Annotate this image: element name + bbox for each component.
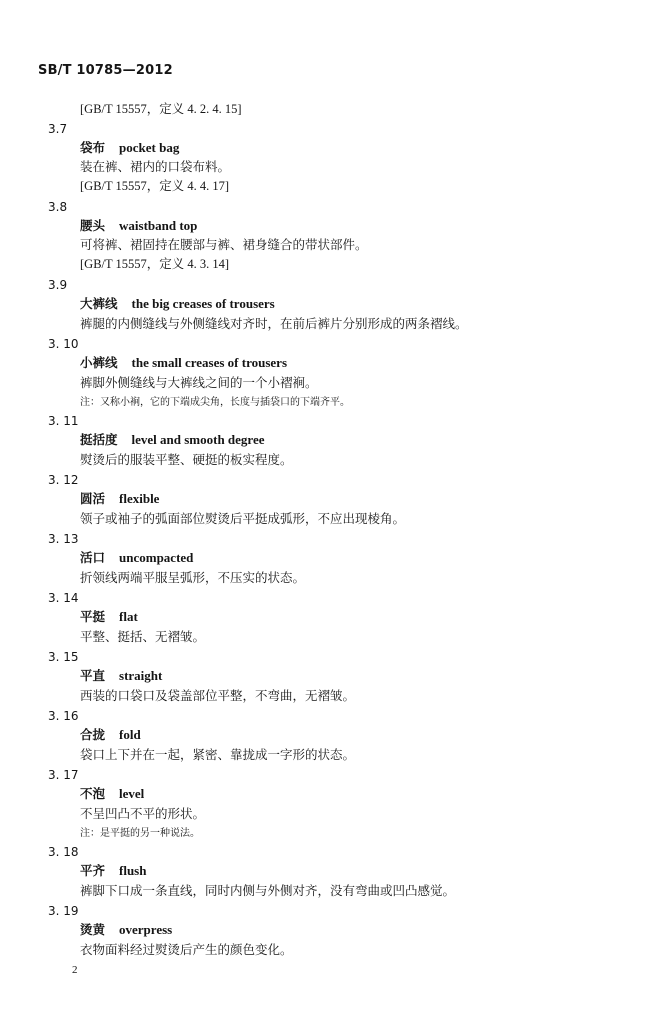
term-definition: 平整、挺括、无褶皱。 <box>80 629 206 644</box>
term-zh: 挺括度 <box>80 432 118 447</box>
term-reference: [GB/T 15557，定义 4. 4. 17] <box>80 179 230 193</box>
term-number: 3. 10 <box>48 337 79 351</box>
term-number: 3.7 <box>48 122 68 136</box>
term-title <box>80 432 265 448</box>
term-zh: 活口 <box>80 550 106 565</box>
term-definition: 可将裤、裙固持在腰部与裤、裙身缝合的带状部件。 <box>80 237 368 252</box>
term-note: 注：又称小裥，它的下端成尖角，长度与插袋口的下端齐平。 <box>80 397 350 408</box>
term-note: 注：是平挺的另一种说法。 <box>80 828 200 839</box>
term-en: waistband top <box>119 218 198 233</box>
term-zh: 合拢 <box>80 727 106 742</box>
term-zh: 大裤线 <box>80 296 118 311</box>
term-definition: 裤腿的内侧缝线与外侧缝线对齐时，在前后裤片分别形成的两条褶线。 <box>80 316 468 331</box>
term-number: 3. 17 <box>48 768 79 782</box>
term-en: uncompacted <box>119 550 194 565</box>
term-number: 3. 14 <box>48 591 79 605</box>
term-number: 3.8 <box>48 200 68 214</box>
term-number: 3. 12 <box>48 473 79 487</box>
term-definition: 装在裤、裙内的口袋布料。 <box>80 159 231 174</box>
term-en: flexible <box>119 491 160 506</box>
term-definition: 熨烫后的服装平整、硬挺的板实程度。 <box>80 452 293 467</box>
term-zh: 烫黄 <box>80 922 106 937</box>
term-number: 3.9 <box>48 278 68 292</box>
term-definition: 西装的口袋口及袋盖部位平整，不弯曲，无褶皱。 <box>80 688 356 703</box>
term-reference: [GB/T 15557，定义 4. 3. 14] <box>80 257 230 271</box>
term-definition: 衣物面料经过熨烫后产生的颜色变化。 <box>80 942 293 957</box>
term-zh: 不泡 <box>80 786 106 801</box>
term-title <box>80 922 172 938</box>
term-en: the big creases of trousers <box>131 296 275 311</box>
term-title <box>80 491 159 507</box>
term-en: overpress <box>119 922 173 937</box>
term-zh: 小裤线 <box>80 355 118 370</box>
term-en: level and smooth degree <box>131 432 265 447</box>
term-title <box>80 609 138 625</box>
term-zh: 平直 <box>80 668 106 683</box>
term-zh: 圆活 <box>80 491 106 506</box>
term-en: flat <box>119 609 138 624</box>
term-number: 3. 19 <box>48 904 79 918</box>
term-definition: 裤脚下口成一条直线，同时内侧与外侧对齐，没有弯曲或凹凸感觉。 <box>80 883 456 898</box>
term-en: pocket bag <box>119 140 180 155</box>
term-definition: 袋口上下并在一起，紧密、靠拢成一字形的状态。 <box>80 747 356 762</box>
term-zh: 平挺 <box>80 609 106 624</box>
term-title <box>80 218 197 234</box>
term-number: 3. 15 <box>48 650 79 664</box>
page-number: 2 <box>72 964 78 976</box>
term-en: straight <box>119 668 163 683</box>
term-number: 3. 11 <box>48 414 79 428</box>
document-id: SB/T 10785—2012 <box>38 63 173 78</box>
term-title <box>80 296 275 312</box>
term-title <box>80 550 193 566</box>
term-en: fold <box>119 727 141 742</box>
term-number: 3. 13 <box>48 532 79 546</box>
reference-3-6: [GB/T 15557，定义 4. 2. 4. 15] <box>80 102 242 116</box>
term-en: flush <box>119 863 147 878</box>
term-definition: 裤脚外侧缝线与大裤线之间的一个小褶裥。 <box>80 375 318 390</box>
term-definition: 不呈凹凸不平的形状。 <box>80 806 206 821</box>
term-title <box>80 355 287 371</box>
term-title <box>80 727 141 743</box>
term-number: 3. 16 <box>48 709 79 723</box>
term-title <box>80 863 146 879</box>
term-title <box>80 140 179 156</box>
term-number: 3. 18 <box>48 845 79 859</box>
term-zh: 平齐 <box>80 863 106 878</box>
term-en: the small creases of trousers <box>131 355 288 370</box>
term-title <box>80 786 144 802</box>
term-definition: 折领线两端平服呈弧形，不压实的状态。 <box>80 570 306 585</box>
term-zh: 腰头 <box>80 218 106 233</box>
term-zh: 袋布 <box>80 140 106 155</box>
term-en: level <box>119 786 145 801</box>
term-title <box>80 668 162 684</box>
term-definition: 领子或袖子的弧面部位熨烫后平挺成弧形，不应出现棱角。 <box>80 511 406 526</box>
